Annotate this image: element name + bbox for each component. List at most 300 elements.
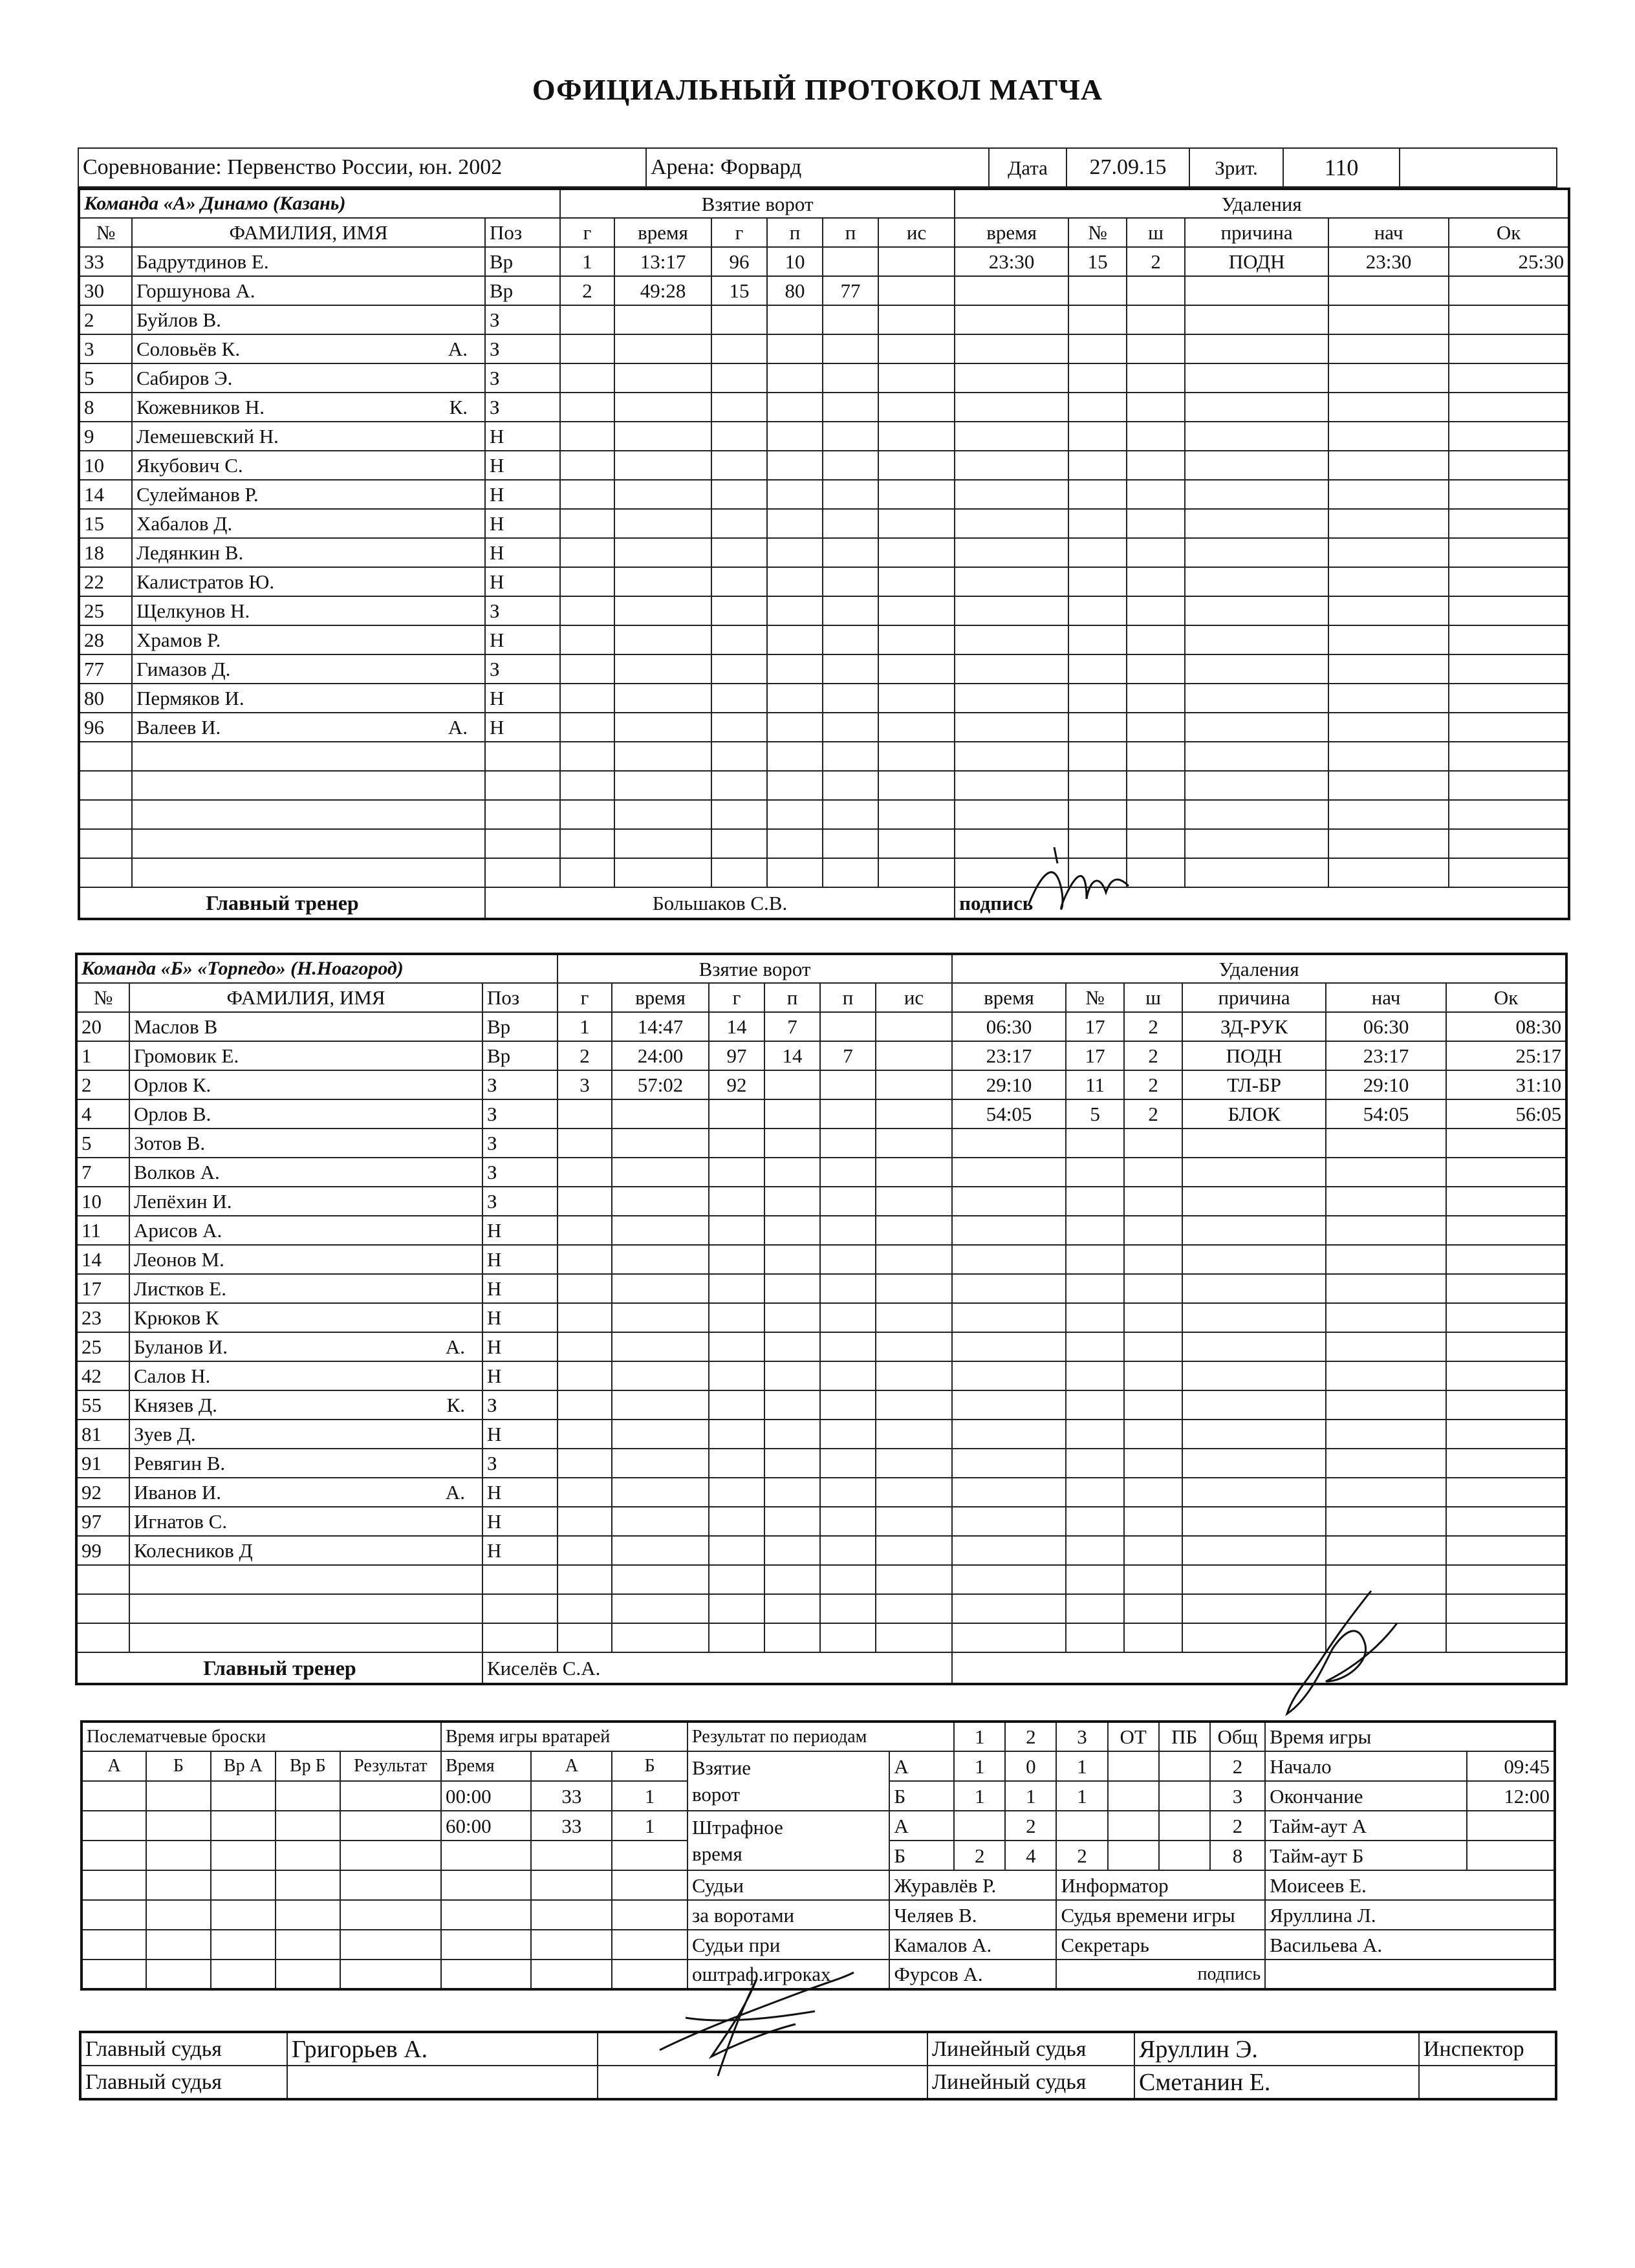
empty-cell [485,800,560,829]
empty-cell [711,742,767,771]
empty-cell [1446,1390,1566,1420]
empty-cell [820,1565,876,1594]
player-position: Н [482,1332,558,1361]
empty-cell [876,1245,952,1274]
empty-cell [1446,1303,1566,1332]
player-name: Князев Д. [134,1394,217,1416]
empty-cell [1185,829,1328,858]
empty-cell [1068,713,1127,742]
empty-cell [952,1303,1066,1332]
player-position: Вр [485,276,560,305]
coach-signature-label: подпись [955,887,1569,919]
empty-cell [878,625,955,654]
empty-cell [81,1960,146,1989]
empty-cell [878,422,955,451]
goal-time: 57:02 [612,1070,709,1099]
empty-cell [560,800,614,829]
player-row [79,509,1569,538]
player-name: Гимазов Д. [136,658,231,680]
empty-cell [1185,509,1328,538]
pim-b-period [1159,1841,1210,1870]
empty-cell [876,1158,952,1187]
penalty-num-header: № [1068,218,1127,247]
empty-cell [485,858,560,887]
player-row [79,742,1569,771]
match-info [78,147,1557,188]
empty-cell [952,1507,1066,1536]
empty-cell [129,1623,482,1652]
goalie-a: 33 [531,1811,612,1841]
empty-cell [1066,1129,1124,1158]
is-header: ис [876,983,952,1012]
empty-cell [614,363,711,393]
empty-cell [612,1274,709,1303]
empty-cell [1446,1565,1566,1594]
goal-p2: 7 [820,1041,876,1070]
empty-cell [1326,1245,1446,1274]
empty-cell [132,829,485,858]
empty-cell [1068,625,1127,654]
player-row [76,1012,1566,1041]
player-number: 10 [76,1187,129,1216]
player-name: Маслов В [134,1015,218,1038]
empty-cell [276,1870,340,1900]
team-b-mark: Б [889,1841,954,1870]
player-name: Калистратов Ю. [136,570,275,593]
empty-cell [560,451,614,480]
empty-cell [711,451,767,480]
info-empty [1400,148,1557,187]
empty-cell [614,858,711,887]
empty-cell [955,538,1068,567]
empty-cell [79,800,132,829]
penalty-end: 56:05 [1446,1099,1566,1129]
is-header: ис [878,218,955,247]
team-title: Команда «А» Динамо (Казань) [79,189,560,218]
scorer-header: г [709,983,764,1012]
coach-label: Главный тренер [79,887,485,919]
coach-name: Большаков С.В. [485,887,955,919]
empty-cell [560,480,614,509]
empty-cell [612,1507,709,1536]
empty-cell [340,1960,441,1989]
empty-cell [1124,1507,1182,1536]
empty-cell [876,1332,952,1361]
official-role: Информатор [1056,1870,1265,1900]
signature-coach-b [1268,1584,1410,1733]
empty-cell [767,451,823,480]
player-position: Вр [482,1012,558,1041]
player-role-mark: К. [446,1394,465,1416]
empty-cell [764,1420,820,1449]
officials-label: оштраф.игроках [688,1960,889,1989]
line-referee-label: Линейный судья [927,2066,1134,2099]
empty-cell [531,1930,612,1960]
empty-cell [1124,1129,1182,1158]
end-value: 12:00 [1467,1781,1555,1811]
empty-cell [764,1274,820,1303]
empty-cell [1328,334,1449,363]
empty-cell [1446,1594,1566,1623]
empty-cell [340,1900,441,1930]
empty-cell [340,1930,441,1960]
column-header-row [79,218,1569,247]
player-position: Н [482,1536,558,1565]
empty-cell [614,800,711,829]
empty-cell [823,625,878,654]
empty-cell [1185,393,1328,422]
penalty-start-header: нач [1326,983,1446,1012]
empty-cell [614,393,711,422]
empty-cell [1328,538,1449,567]
player-position: З [482,1158,558,1187]
empty-cell [531,1870,612,1900]
goal-is [876,1012,952,1041]
empty-cell [878,305,955,334]
pos-header: Поз [482,983,558,1012]
empty-cell [952,1594,1066,1623]
player-row [76,1507,1566,1536]
empty-cell [711,713,767,742]
empty-cell [211,1781,276,1811]
empty-cell [558,1623,612,1652]
empty-cell [820,1536,876,1565]
player-name-cell [129,1536,482,1565]
empty-cell [612,1361,709,1390]
empty-cell [767,713,823,742]
empty-cell [767,684,823,713]
empty-cell [709,1303,764,1332]
team-b-table [75,953,1568,1685]
empty-cell [955,771,1068,800]
empty-cell [558,1274,612,1303]
empty-cell [1449,858,1569,887]
empty-cell [1446,1332,1566,1361]
empty-cell [823,538,878,567]
player-number: 8 [79,393,132,422]
player-row [76,1390,1566,1420]
player-name-cell [132,305,485,334]
empty-cell [1326,1274,1446,1303]
empty-cell [823,305,878,334]
empty-cell [711,363,767,393]
player-name: Зуев Д. [134,1423,196,1445]
penalty-num: 17 [1066,1012,1124,1041]
player-row [76,1070,1566,1099]
goals-a-period: 1 [954,1751,1005,1781]
empty-cell [767,480,823,509]
empty-cell [1185,334,1328,363]
empty-cell [1127,422,1185,451]
player-number: 33 [79,247,132,276]
empty-cell [952,1216,1066,1245]
empty-cell [1449,480,1569,509]
player-position: Н [485,422,560,451]
empty-cell [1446,1187,1566,1216]
penalty-start: 06:30 [1326,1012,1446,1041]
empty-cell [820,1507,876,1536]
pim-label-line: время [691,1842,742,1865]
empty-cell [709,1129,764,1158]
empty-cell [1124,1303,1182,1332]
empty-cell [1124,1274,1182,1303]
team-header-row [76,954,1566,983]
empty-cell [485,742,560,771]
empty-cell [878,363,955,393]
goals-a-period: 1 [1056,1751,1107,1781]
empty-cell [1127,334,1185,363]
player-name-cell [132,393,485,422]
goalie-a: 33 [531,1781,612,1811]
empty-cell [823,393,878,422]
penalty-min-header: ш [1124,983,1182,1012]
empty-cell [441,1870,532,1900]
empty-cell [1182,1187,1326,1216]
spectators-label: Зрит. [1189,148,1283,187]
empty-cell [276,1900,340,1930]
empty-cell [820,1420,876,1449]
empty-cell [1066,1303,1124,1332]
goal-p2 [823,247,878,276]
periods-title: Результат по периодам [688,1722,954,1751]
empty-cell [612,1216,709,1245]
empty-cell [1124,1594,1182,1623]
empty-cell [823,451,878,480]
empty-cell [709,1449,764,1478]
empty-cell [558,1158,612,1187]
empty-cell [614,451,711,480]
assist2-header: п [823,218,878,247]
empty-cell [1185,422,1328,451]
player-row [76,1129,1566,1158]
empty-cell [1127,276,1185,305]
player-position: Н [485,538,560,567]
player-position: Н [482,1216,558,1245]
goal-is [878,276,955,305]
empty-cell [878,393,955,422]
empty-cell [1328,422,1449,451]
player-name: Кожевников Н. [136,396,265,418]
empty-cell [1328,567,1449,596]
empty-cell [1328,742,1449,771]
empty-cell [764,1623,820,1652]
empty-cell [878,800,955,829]
empty-cell [1185,800,1328,829]
empty-cell [1449,276,1569,305]
empty-cell [1449,567,1569,596]
player-name: Иванов И. [134,1481,221,1504]
pim-b-period: 4 [1005,1841,1056,1870]
empty-cell [211,1960,276,1989]
goal-time: 14:47 [612,1012,709,1041]
empty-cell [1182,1478,1326,1507]
empty-cell [612,1158,709,1187]
empty-cell [560,334,614,363]
player-row [79,422,1569,451]
empty-cell [1446,1536,1566,1565]
player-position: З [482,1099,558,1129]
empty-cell [764,1594,820,1623]
empty-cell [955,305,1068,334]
player-name: Волков А. [134,1161,220,1183]
player-number: 9 [79,422,132,451]
player-name: Буйлов В. [136,308,221,331]
empty-cell [612,1870,688,1900]
empty-cell [558,1187,612,1216]
player-position: Н [482,1478,558,1507]
empty-cell [612,1623,709,1652]
goalie-time: 60:00 [441,1811,532,1841]
empty-cell [81,1781,146,1811]
penalty-start: 23:30 [1328,247,1449,276]
empty-cell [146,1811,211,1841]
period-col-2: 3 [1056,1722,1107,1751]
player-number: 5 [79,363,132,393]
empty-cell [764,1099,820,1129]
player-number: 25 [79,596,132,625]
empty-cell [1124,1187,1182,1216]
penalty-time-header: время [955,218,1068,247]
num-header: № [76,983,129,1012]
player-role-mark: А. [448,716,468,739]
empty-cell [823,800,878,829]
player-role-mark: А. [448,338,468,360]
empty-cell [711,771,767,800]
empty-cell [1449,393,1569,422]
player-number: 97 [76,1507,129,1536]
player-row [76,1216,1566,1245]
signature-coach-a [1015,834,1145,931]
coach-label: Главный тренер [76,1652,482,1684]
officials-label: Судьи [688,1870,889,1900]
empty-cell [1066,1216,1124,1245]
player-position: З [482,1390,558,1420]
goal-num-header: г [560,218,614,247]
player-position: З [485,596,560,625]
empty-cell [1066,1332,1124,1361]
player-position: Н [482,1361,558,1390]
empty-cell [132,771,485,800]
spectators-value: 110 [1283,148,1400,187]
empty-cell [711,334,767,363]
empty-cell [1185,713,1328,742]
player-number: 2 [76,1070,129,1099]
goal-time-header: время [614,218,711,247]
goals-label-line: ворот [691,1783,741,1806]
empty-cell [878,742,955,771]
empty-cell [1185,451,1328,480]
penalty-end: 08:30 [1446,1012,1566,1041]
goals-label-line: Взятие [691,1756,752,1779]
empty-cell [823,422,878,451]
penalty-min-header: ш [1127,218,1185,247]
empty-cell [1068,422,1127,451]
empty-cell [1185,684,1328,713]
player-name: Громовик Е. [134,1044,239,1067]
empty-cell [1328,480,1449,509]
empty-cell [767,393,823,422]
empty-cell [1328,393,1449,422]
empty-cell [1449,800,1569,829]
empty-cell [1328,363,1449,393]
empty-cell [132,742,485,771]
empty-cell [878,829,955,858]
line-referee-label: Линейный судья [927,2032,1134,2066]
empty-cell [1124,1361,1182,1390]
empty-cell [1328,509,1449,538]
penalty-time: 23:30 [955,247,1068,276]
penalty-num: 15 [1068,247,1127,276]
shootout-col: Результат [340,1751,441,1781]
player-name-cell [132,451,485,480]
empty-cell [1127,596,1185,625]
period-col-1: 2 [1005,1722,1056,1751]
player-name-cell [132,480,485,509]
empty-cell [612,1129,709,1158]
pim-b-period: 2 [1056,1841,1107,1870]
empty-cell [1182,1245,1326,1274]
goalie-b: 1 [612,1811,688,1841]
empty-cell [1068,800,1127,829]
empty-cell [560,654,614,684]
empty-cell [146,1781,211,1811]
empty-cell [211,1930,276,1960]
goal-g2: 97 [709,1041,764,1070]
empty-cell [767,858,823,887]
empty-cell [711,393,767,422]
player-name-cell [129,1478,482,1507]
shootout-col: А [81,1751,146,1781]
player-name: Ревягин В. [134,1452,226,1474]
game-time-title: Время игры [1265,1722,1555,1751]
name-header: ФАМИЛИЯ, ИМЯ [129,983,482,1012]
empty-cell [146,1841,211,1870]
empty-cell [531,1841,612,1870]
empty-cell [709,1390,764,1420]
empty-cell [823,742,878,771]
player-name: Колесников Д [134,1539,253,1562]
player-row [76,1245,1566,1274]
empty-cell [1326,1361,1446,1390]
player-position: З [482,1449,558,1478]
player-name-cell [129,1187,482,1216]
empty-cell [1326,1507,1446,1536]
player-position: Н [482,1245,558,1274]
player-row [76,1099,1566,1129]
empty-cell [1127,771,1185,800]
goal-g: 1 [558,1012,612,1041]
empty-cell [1124,1216,1182,1245]
empty-cell [560,829,614,858]
num-header: № [79,218,132,247]
empty-cell [1185,654,1328,684]
pim-a-period: 2 [1210,1811,1265,1841]
penalty-reason: ПОДН [1182,1041,1326,1070]
shootout-title: Послематчевые броски [81,1722,441,1751]
player-row [79,334,1569,363]
official-role: Секретарь [1056,1930,1265,1960]
empty-cell [767,363,823,393]
player-number: 7 [76,1158,129,1187]
empty-cell [876,1390,952,1420]
empty-cell [482,1594,558,1623]
empty-cell [820,1594,876,1623]
player-name: Соловьёв К. [136,338,241,360]
player-number: 30 [79,276,132,305]
penalty-reason: БЛОК [1182,1099,1326,1129]
player-row [79,567,1569,596]
official-role: подпись [1056,1960,1265,1989]
